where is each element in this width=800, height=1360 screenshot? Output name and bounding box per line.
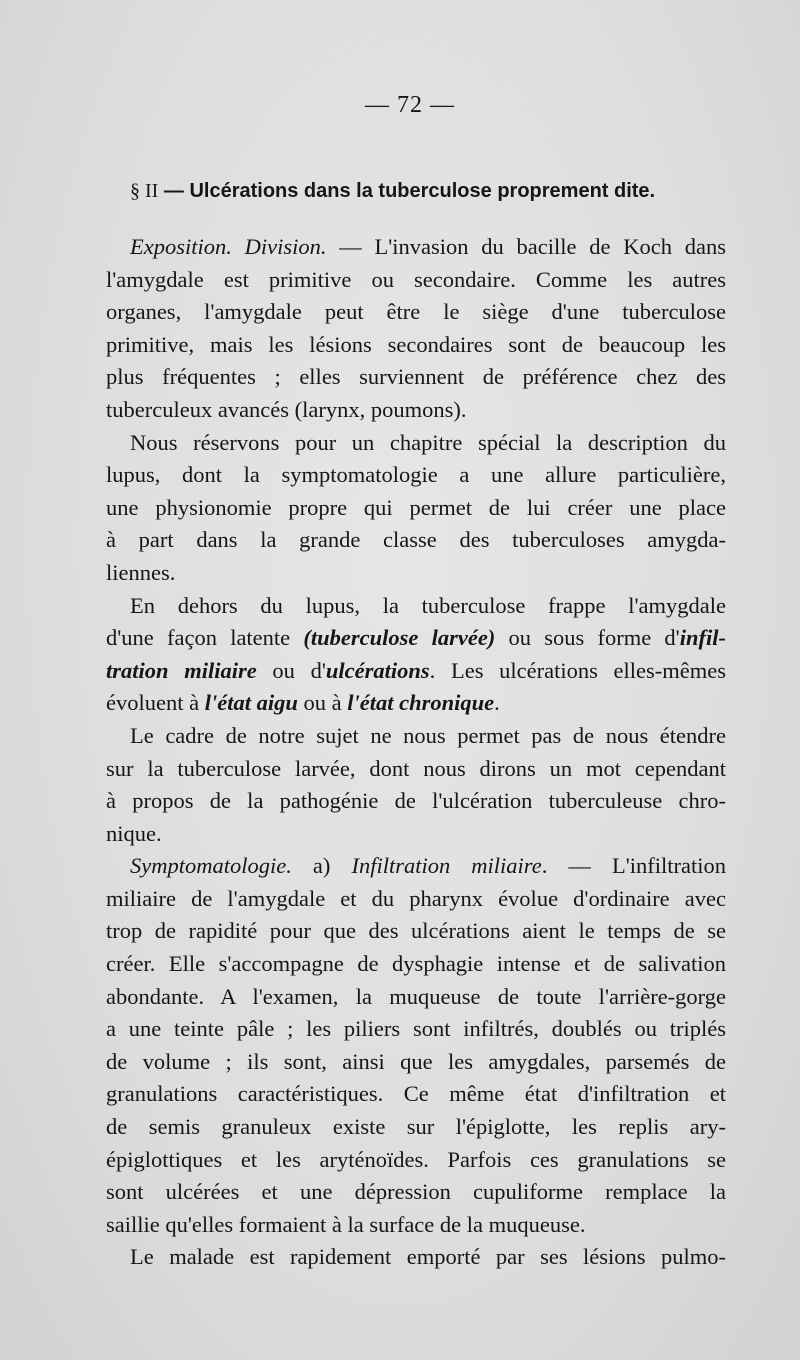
text-span-italic: l'état chronique — [347, 690, 495, 716]
body-text — [106, 231, 726, 1274]
text-span: . Les ulcérations elles-mêmes — [429, 657, 726, 683]
text-line: à propos de la pathogénie de l'ulcération tuberculeuse chro- — [106, 788, 726, 814]
text-span-italic: l'état aigu — [204, 690, 298, 716]
text-span: d'une façon latente — [106, 625, 304, 651]
text-line: une physionomie propre qui permet de lui créer une place — [106, 494, 726, 520]
text-span-italic: infil- — [679, 625, 726, 651]
section-symbol: § II — [130, 180, 159, 202]
text-line: Le malade est rapidement emporté par ses lésions pulmo- — [130, 1244, 726, 1270]
text-line — [106, 231, 726, 264]
page-number: — 72 — — [365, 92, 455, 118]
text-line: à part dans la grande classe des tuberculoses amygda- — [106, 527, 726, 553]
text-span-italic: ulcérations — [325, 657, 430, 683]
text-span: — L'invasion du bacille de Koch dans — [326, 234, 726, 259]
section-title-text: — Ulcérations dans la tuberculose proprement dite. — [163, 180, 656, 202]
text-line: créer. Elle s'accompagne de dysphagie intense et de salivation — [106, 951, 726, 977]
text-line: liennes. — [106, 559, 176, 585]
text-line: de volume ; ils sont, ainsi que les amygdales, parsemés de — [106, 1048, 726, 1074]
section-heading — [130, 180, 730, 203]
text-line: saillie qu'elles formaient à la surface de la muqueuse. — [106, 1211, 586, 1237]
text-span-italic: (tuberculose larvée) — [303, 625, 496, 651]
text-span: . — [494, 690, 500, 716]
text-span: ou à — [297, 690, 348, 716]
text-line: trop de rapidité pour que des ulcérations aient le temps de se — [106, 918, 726, 944]
text-line — [106, 687, 726, 720]
text-span-italic: Symptomatologie. — [130, 853, 292, 879]
text-line: l'amygdale est primitive ou secondaire. Comme les autres — [106, 266, 726, 292]
text-line — [106, 622, 726, 655]
text-line: de semis granuleux existe sur l'épiglotte, les replis ary- — [106, 1114, 726, 1140]
text-span: ou sous forme d' — [495, 625, 680, 651]
text-line: lupus, dont la symptomatologie a une allure particulière, — [106, 462, 726, 488]
text-line: plus fréquentes ; elles surviennent de préférence chez des — [106, 364, 726, 390]
text-span: ou d' — [256, 657, 326, 683]
text-line — [106, 850, 726, 883]
text-span-italic: Infiltration miliaire — [351, 853, 542, 879]
text-line: granulations caractéristiques. Ce même état d'infiltration et — [106, 1081, 726, 1107]
text-line: abondante. A l'examen, la muqueuse de toute l'arrière-gorge — [106, 983, 726, 1009]
text-line: primitive, mais les lésions secondaires sont de beaucoup les — [106, 331, 726, 357]
text-line: sur la tuberculose larvée, dont nous dirons un mot cependant — [106, 755, 726, 781]
text-line: Le cadre de notre sujet ne nous permet pas de nous étendre — [130, 722, 726, 748]
text-span: évoluent à — [106, 690, 205, 716]
text-line: organes, l'amygdale peut être le siège d'une tuberculose — [106, 299, 726, 325]
text-line: a une teinte pâle ; les piliers sont infiltrés, doublés ou triplés — [106, 1016, 726, 1042]
text-line: épiglottiques et les aryténoïdes. Parfois ces granulations se — [106, 1146, 726, 1172]
text-span: a) — [291, 853, 352, 879]
text-span-italic: Exposition. Division. — [130, 234, 327, 259]
text-line: nique. — [106, 820, 162, 846]
text-line: tuberculeux avancés (larynx, poumons). — [106, 396, 467, 422]
text-line: sont ulcérées et une dépression cupuliforme remplace la — [106, 1179, 726, 1205]
text-line: Nous réservons pour un chapitre spécial la description du — [130, 429, 726, 455]
text-line: En dehors du lupus, la tuberculose frappe l'amygdale — [130, 592, 726, 618]
text-span-italic: tration miliaire — [106, 657, 257, 683]
text-line: miliaire de l'amygdale et du pharynx évolue d'ordinaire avec — [106, 885, 726, 911]
text-line — [106, 655, 726, 688]
text-span: . — L'infiltration — [541, 853, 726, 879]
